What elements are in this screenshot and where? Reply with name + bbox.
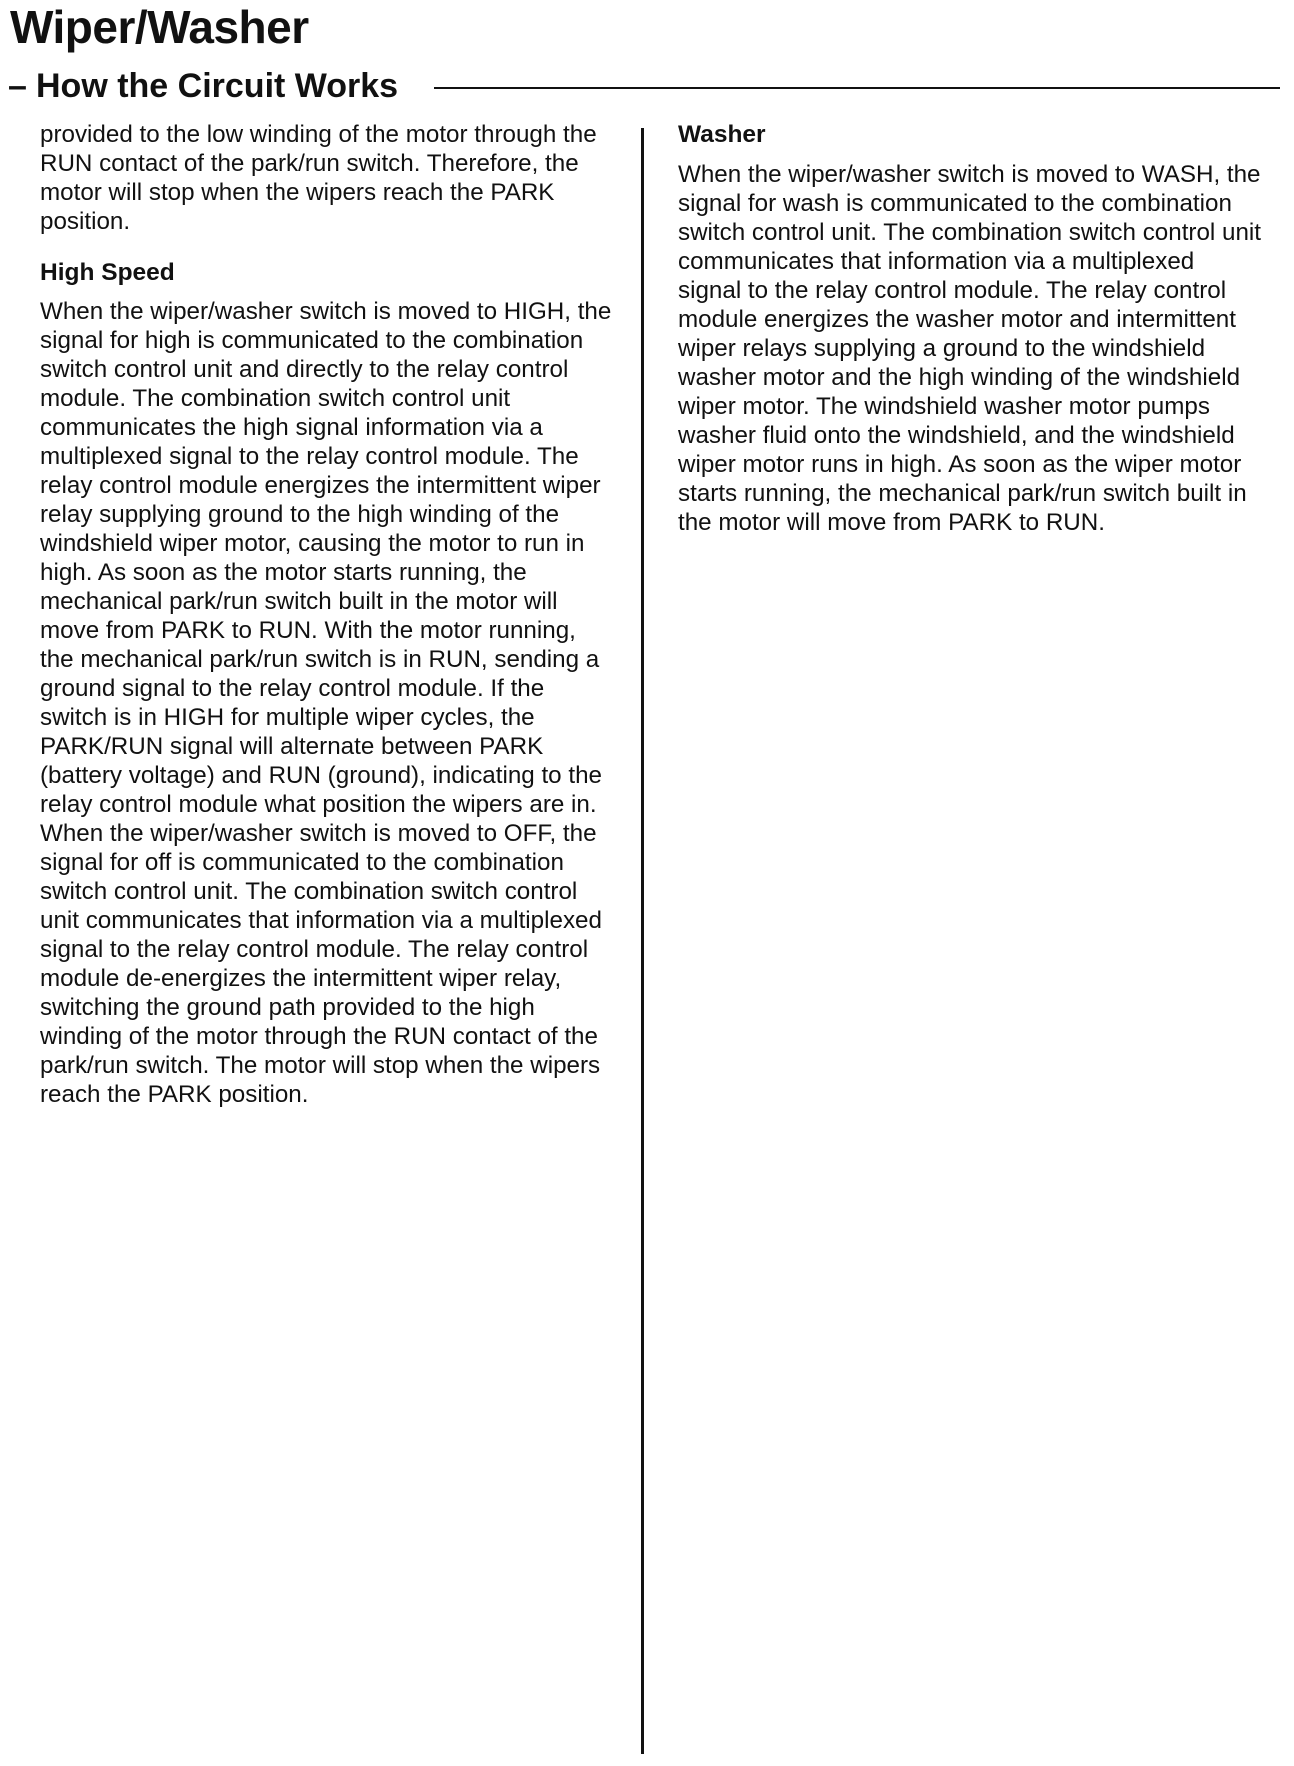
high-speed-paragraph: When the wiper/washer switch is moved to HIGH, the signal for high is communicated to the combination switch control unit and directly to the relay control module. The combination switch control unit communicates the high signal information via a multiplexed signal to the relay control module. The relay control module energizes the intermittent wiper relay supplying ground to the high winding of the windshield wiper motor, causing the motor to run in high. As soon as the motor starts running, the mechanical park/run switch built in the motor will move from PARK to RUN. With the motor running, the mechanical park/run switch is in RUN, sending a ground signal to the relay control module. If the switch is in HIGH for multiple wiper cycles, the PARK/RUN signal will alternate between PARK (battery voltage) and RUN (ground), indicating to the relay control module what position the wipers are in. When the wiper/washer switch is moved to OFF, the signal for off is communicated to the combination switch control unit. The combination switch control unit communicates that information via a multiplexed signal to the relay control module. The relay control module de-energizes the intermittent wiper relay, switching the ground path provided to the high winding of the motor through the RUN contact of the park/run switch. The motor will stop when the wipers reach the PARK position.: [40, 298, 612, 1108]
column-divider: [641, 128, 644, 1754]
subtitle-dash: –: [8, 67, 27, 105]
continued-paragraph: provided to the low winding of the motor through the RUN contact of the park/run switch. Therefore, the motor will stop when the wipers reach the PARK position.: [40, 121, 597, 235]
washer-heading: Washer: [678, 121, 766, 148]
washer-paragraph: When the wiper/washer switch is moved to WASH, the signal for wash is communicated to the combination switch control unit. The combination switch control unit communicates that information via a multiplexed signal to the relay control module. The relay control module energizes the washer motor and intermittent wiper relays supplying a ground to the windshield washer motor and the high winding of the windshield wiper motor. The windshield washer motor pumps washer fluid onto the windshield, and the windshield wiper motor runs in high. As soon as the wiper motor starts running, the mechanical park/run switch built in the motor will move from PARK to RUN.: [678, 161, 1262, 536]
right-column: [678, 120, 1263, 537]
header-rule: [434, 87, 1280, 89]
left-column: [40, 120, 615, 1109]
section-subtitle: How the Circuit Works: [36, 67, 399, 105]
high-speed-heading: High Speed: [40, 259, 175, 286]
page-title: Wiper/Washer: [10, 1, 309, 53]
section-header: [8, 64, 1280, 108]
